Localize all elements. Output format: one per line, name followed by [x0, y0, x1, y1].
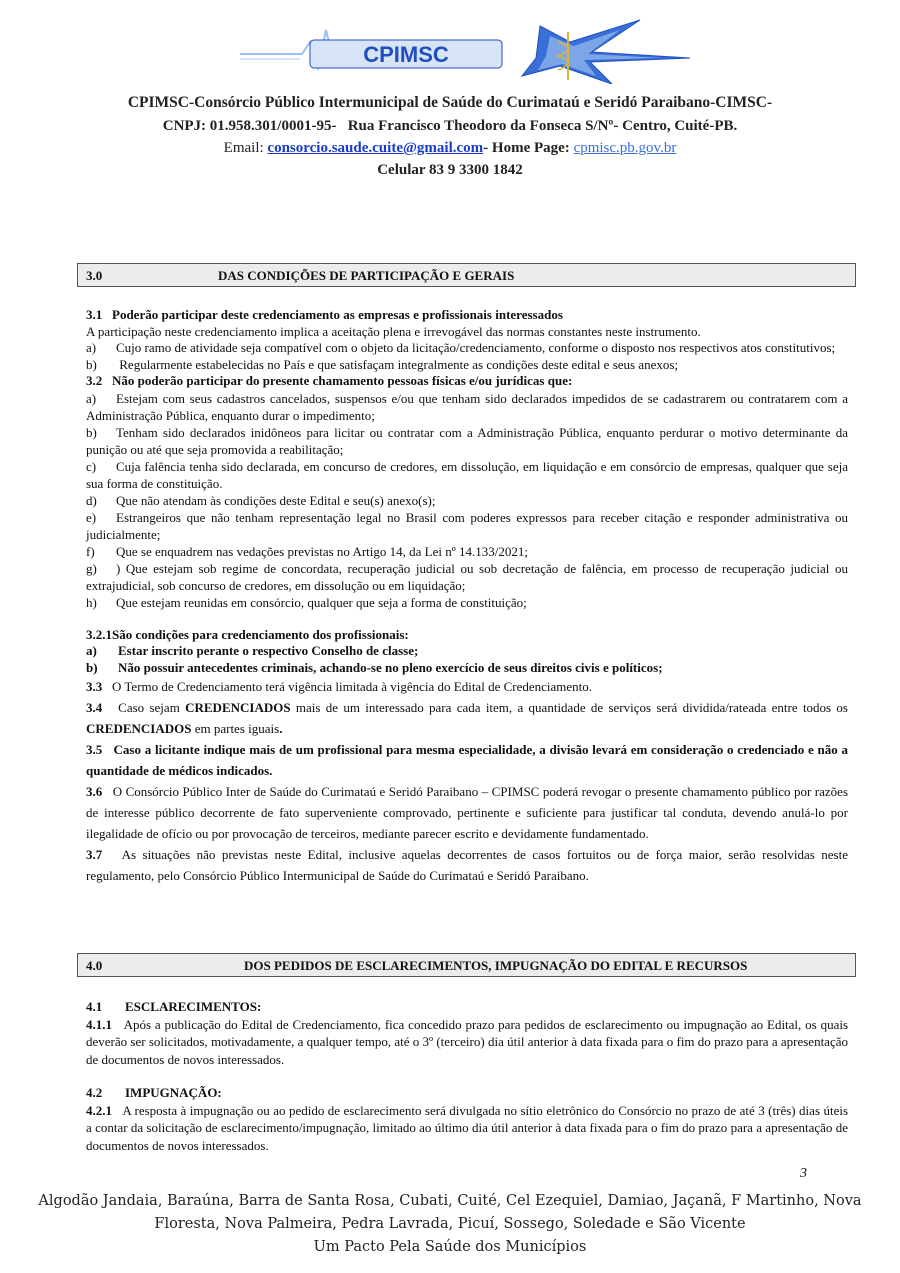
section-4-bar [77, 953, 856, 977]
clause-3-1-a: a) Cujo ramo de atividade seja compatível com o objeto da licitação/credenciamento, conforme o disposto nos respectivos atos constitutivos; [86, 340, 836, 355]
clause-4-2-heading: 4.2 IMPUGNAÇÃO: [86, 1085, 222, 1100]
clause-3-2-1-b: b) Não possuir antecedentes criminais, achando-se no pleno exercício de seus direitos civis e políticos; [86, 659, 663, 675]
list-item: d) Que não atendam às condições deste Edital e seu(s) anexo(s); [86, 492, 436, 508]
clause-3-4: 3.4 Caso sejam CREDENCIADOS mais de um interessado para cada item, a quantidade de serviços será dividida/rateada entre todos os CREDENCIADOS em partes iguais. [86, 700, 848, 736]
section-4-number: 4.0 [86, 958, 103, 973]
footer-slogan: Um Pacto Pela Saúde dos Municípios [313, 1239, 587, 1255]
email-label: Email: [223, 140, 268, 156]
list-item: c) Cuja falência tenha sido declarada, em concurso de credores, em dissolução, em liquidação e em consórcio de empresas, qualquer que seja sua forma de constituição. [86, 458, 848, 491]
clause-3-5: 3.5 Caso a licitante indique mais de um profissional para mesma especialidade, a divisão levará em consideração o credenciado e não a quantidade de médicos indicados. [86, 742, 848, 778]
list-item: h) Que estejam reunidas em consórcio, qualquer que seja a forma de constituição; [86, 594, 527, 610]
cpimsc-logo [240, 18, 692, 84]
list-item: b) Tenham sido declarados inidôneos para licitar ou contratar com a Administração Pública, enquanto perdurar o motivo determinante da punição ou até que seja promovida a reabilitação; [86, 424, 848, 457]
clause-3-2-1-heading: 3.2.1São condições para credenciamento dos profissionais: [86, 626, 409, 642]
section-3-title: DAS CONDIÇÕES DE PARTICIPAÇÃO E GERAIS [218, 268, 515, 283]
section-4-content [86, 998, 848, 1154]
clause-4-1-1: 4.1.1 Após a publicação do Edital de Credenciamento, fica concedido prazo para pedidos de esclarecimento ou impugnação ao Edital, os quais deverão ser solicitados, motivadamente, a qualquer tempo, até o 3º (terceiro) dia útil anterior à data fixada para o fim do prazo para a apresentação de documentos de novos interessados. [86, 1016, 849, 1067]
section-3-number: 3.0 [86, 268, 103, 283]
header-phone: Celular 83 9 3300 1842 [377, 162, 523, 178]
clause-4-2-1: 4.2.1 A resposta à impugnação ou ao pedido de esclarecimento será divulgada no sítio eletrônico do Consórcio no prazo de até 3 (três) dias úteis a contar da solicitação de esclarecimento/impugnação, limitado ao último dia útil anterior à data fixada para o fim do prazo para a apresentação de documentos de novos interessados. [86, 1102, 849, 1153]
list-item: g) ) Que estejam sob regime de concordata, recuperação judicial ou sob decretação de falência, em processo de recuperação judicial ou extrajudicial, sob concurso de credores, em dissolução ou em liquidação; [86, 560, 848, 593]
clauses-3-3-to-3-7 [86, 676, 848, 886]
header-cnpj-address: CNPJ: 01.958.301/0001-95- Rua Francisco Theodoro da Fonseca S/Nº- Centro, Cuité-PB. [162, 118, 738, 134]
logo-text: CPIMSC [363, 42, 449, 67]
clause-4-1-heading: 4.1 ESCLARECIMENTOS: [86, 999, 262, 1014]
section-3-content [86, 307, 848, 886]
section-4-title: DOS PEDIDOS DE ESCLARECIMENTOS, IMPUGNAÇÃO DO EDITAL E RECURSOS [244, 958, 748, 973]
footer-municipalities-2: Floresta, Nova Palmeira, Pedra Lavrada, Picuí, Sossego, Soledade e São Vicente [154, 1216, 746, 1232]
clause-3-2-heading: 3.2 Não poderão participar do presente chamamento pessoas físicas e/ou jurídicas que: [86, 373, 573, 388]
clause-3-2-list [86, 390, 848, 611]
footer-municipalities-1: Algodão Jandaia, Baraúna, Barra de Santa Rosa, Cubati, Cuité, Cel Ezequiel, Damiao, Jaçanã, F Martinho, Nova [38, 1193, 862, 1209]
clause-3-1-b: b) Regularmente estabelecidas no País e que satisfaçam integralmente as condições deste edital e seus anexos; [86, 356, 679, 372]
clause-3-6: 3.6 O Consórcio Público Inter de Saúde do Curimataú e Seridó Paraibano – CPIMSC poderá revogar o presente chamamento público por razões de interesse público decorrente de fato superveniente comprovado, pertinente e suficiente para justificar tal conduta, devendo anulá-lo por ilegalidade de ofício ou por provocação de terceiros, mediante parecer escrito e devidamente fundamentado. [86, 784, 848, 841]
page-number: 3 [800, 1166, 807, 1181]
section-3-bar [77, 263, 856, 287]
clause-3-3: 3.3 O Termo de Credenciamento terá vigência limitada à vigência do Edital de Credenciamento. [86, 679, 593, 694]
header-org-name: CPIMSC-Consórcio Público Intermunicipal de Saúde do Curimataú e Seridó Paraibano-CIMSC- [127, 94, 773, 111]
homepage-link[interactable]: cpmisc.pb.gov.br [573, 140, 677, 156]
homepage-label: - Home Page: [483, 140, 574, 156]
clause-3-2-1-a: a) Estar inscrito perante o respectivo Conselho de classe; [86, 643, 419, 658]
clause-3-1-heading: 3.1 Poderão participar deste credenciamento as empresas e profissionais interessados [86, 307, 563, 322]
clause-3-7: 3.7 As situações não previstas neste Edital, inclusive aquelas decorrentes de casos fortuitos ou de força maior, serão resolvidas neste regulamento, pelo Consórcio Público Intermunicipal de Saúde do Curimataú e Seridó Paraibano. [86, 847, 849, 883]
list-item: a) Estejam com seus cadastros cancelados, suspensos e/ou que tenham sido declarados impedidos de se cadastrarem ou contratarem com a Administração Pública, enquanto durar o impedimento; [86, 390, 848, 423]
clause-3-1-text: A participação neste credenciamento implica a aceitação plena e irrevogável das normas constantes neste instrumento. [86, 323, 701, 339]
list-item: e) Estrangeiros que não tenham representação legal no Brasil com poderes expressos para receber citação e responder administrativa ou judicialmente; [86, 509, 848, 542]
header-contact-line [0, 140, 900, 157]
list-item: f) Que se enquadrem nas vedações previstas no Artigo 14, da Lei nº 14.133/2021; [86, 543, 528, 559]
email-link[interactable]: consorcio.saude.cuite@gmail.com [267, 140, 484, 156]
